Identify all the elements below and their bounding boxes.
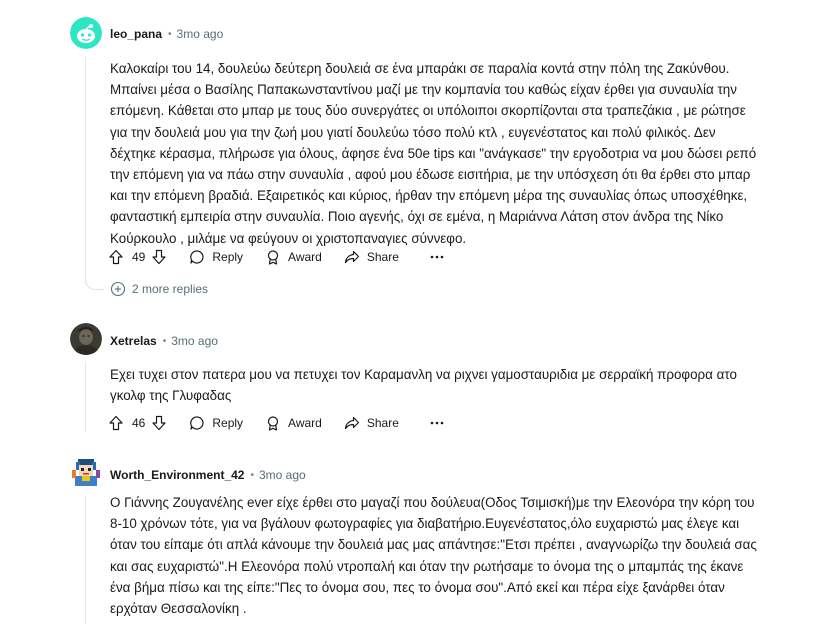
reply-label: Reply	[212, 250, 244, 264]
username[interactable]: Worth_Environment_42	[110, 468, 245, 482]
body-line: όταν του είπαμε ότι απλά κάνουμε την δουλειά μας μας απάντησε:"Ετσι πρέπει , αναγνωρίζω την δουλειά σας	[110, 537, 757, 553]
downvote-icon[interactable]	[151, 249, 167, 265]
body-line: Κούρκουλο , μιλάμε να φεύγουν οι χριστοπαναγιες σύννεφο.	[110, 230, 467, 246]
pixel-avatar-icon[interactable]	[70, 456, 102, 488]
vote-group	[108, 249, 167, 265]
body-line: Μπαίνει μέσα ο Βασίλης Παπακωνσταντίνου μαζί με την κομπανία του καθώς είχαν έρθει για συναυλία την	[110, 82, 737, 98]
ellipsis-icon	[429, 415, 445, 431]
reply-button[interactable]	[189, 249, 243, 265]
separator-dot: •	[250, 469, 254, 481]
more-options-button[interactable]	[429, 415, 445, 431]
photo-avatar-icon[interactable]	[70, 323, 102, 355]
comment-actions	[108, 245, 445, 269]
reply-label: Reply	[212, 416, 244, 430]
thread-elbow	[85, 277, 104, 290]
body-line: ερχόταν Θεσσαλονίκη .	[110, 601, 247, 617]
comment-body	[110, 58, 800, 249]
upvote-icon[interactable]	[108, 415, 124, 431]
award-icon	[265, 415, 281, 431]
body-line: φανταστική εμπειρία στην συναυλία. Ποιο αγενής, όχι σε εμένα, η Μαριάννα Λάτση στον άνδρα της Νίκο	[110, 209, 724, 225]
comment-meta	[110, 468, 306, 482]
comment-meta	[110, 27, 223, 41]
more-replies-label: 2 more replies	[132, 282, 209, 296]
thread-line[interactable]	[85, 362, 86, 432]
award-button[interactable]	[265, 249, 322, 265]
body-line: και την επόμενη βραδιά. Εξαιρετικός και κύριος, ήρθαν την επόμενη μέρα της συναυλίας όπως υποσχέθηκε,	[110, 188, 748, 204]
upvote-icon[interactable]	[108, 249, 124, 265]
comment-body	[110, 364, 800, 406]
award-label: Award	[288, 250, 322, 264]
share-label: Share	[366, 250, 399, 264]
thread-line[interactable]	[85, 496, 86, 624]
body-line: Καλοκαίρι του 14, δουλεύω δεύτερη δουλειά σε ένα μπαράκι σε παραλία κοντά στην πόλη της Ζακύνθου.	[110, 61, 730, 76]
share-button[interactable]	[344, 249, 399, 265]
body-line: Εχει τυχει στον πατερα μου να πετυχει τον Καραμανλη να ριχνει γαμοσταυριδια με σερραϊκή προφορα ατο	[110, 367, 737, 382]
username[interactable]: Xetrelas	[110, 334, 157, 348]
body-line: δέχτηκε κέρασμα, πλήρωσε για όλους, άφησε ένα 50e tips και "ανάγκασε" την εργοδοτρια να μου δώσει ρεπό	[110, 145, 757, 161]
body-line: 8-10 χρόνων τότε, για να βγάλουν φωτογραφίες για διαβατήριο.Ευγενέστατος,όλο ευχαριστώ μας έλεγε και	[110, 516, 740, 532]
downvote-icon[interactable]	[151, 415, 167, 431]
ellipsis-icon	[429, 249, 445, 265]
body-line: Ο Γιάννης Ζουγανέλης ever είχε έρθει στο μαγαζί που δούλευα(Οδος Τσιμισκή)με την Ελεονόρα την κόρη του	[110, 495, 755, 510]
more-replies-button[interactable]	[110, 281, 208, 297]
timestamp[interactable]: 3mo ago	[171, 334, 218, 348]
vote-count: 49	[132, 250, 146, 264]
body-line: και σας ευχαριστώ".Η Ελεονόρα πολύ ντροπαλή και όταν την ρωτήσαμε το όνομα της ο μπαμπάς της έκανε	[110, 558, 744, 574]
vote-count: 46	[132, 416, 146, 430]
thread-line[interactable]	[85, 56, 86, 278]
comment-bubble-icon	[189, 249, 205, 265]
username[interactable]: leo_pana	[110, 27, 163, 41]
body-line: την επόμενη για να πάω στην συναυλία , αφού μου έδωσε εισιτήρια, με την υπόσχεση ότι θα έρθει στο μπαρ	[110, 167, 751, 183]
more-options-button[interactable]	[429, 249, 445, 265]
share-icon	[344, 249, 360, 265]
reply-button[interactable]	[189, 415, 243, 431]
award-button[interactable]	[265, 415, 322, 431]
body-line: για την δουλειά μου για την ζωή μου γιατί δουλεύω τόσο πολύ κτλ , ευγενέστατος και πολύ φιλικός. Δεν	[110, 124, 716, 140]
share-button[interactable]	[344, 415, 399, 431]
share-icon	[344, 415, 360, 431]
body-line: γκολφ της Γλυφαδας	[110, 388, 232, 404]
comment-bubble-icon	[189, 415, 205, 431]
separator-dot: •	[162, 335, 167, 347]
timestamp[interactable]: 3mo ago	[259, 468, 306, 482]
separator-dot: •	[168, 28, 172, 40]
snoo-avatar-icon[interactable]	[70, 17, 102, 49]
award-label: Award	[288, 416, 322, 430]
timestamp[interactable]: 3mo ago	[176, 27, 224, 41]
comment-actions	[108, 411, 445, 435]
award-icon	[265, 249, 281, 265]
body-line: επόμενη. Κάθεται στο μπαρ με τους δύο συνεργάτες οι υπόλοιποι σκορπίζονται στα τραπεζάκια , με ρώτησε	[110, 103, 746, 119]
expand-plus-icon	[110, 281, 126, 297]
share-label: Share	[366, 416, 399, 430]
body-line: ένα βήμα πίσω και της είπε:"Πες το όνομα σου, πες το όνομα σου".Από εκεί και πέρα είχε ξανάρθει όταν	[110, 579, 725, 595]
vote-group	[108, 415, 167, 431]
comment-body	[110, 492, 800, 619]
comment-meta	[110, 334, 218, 348]
